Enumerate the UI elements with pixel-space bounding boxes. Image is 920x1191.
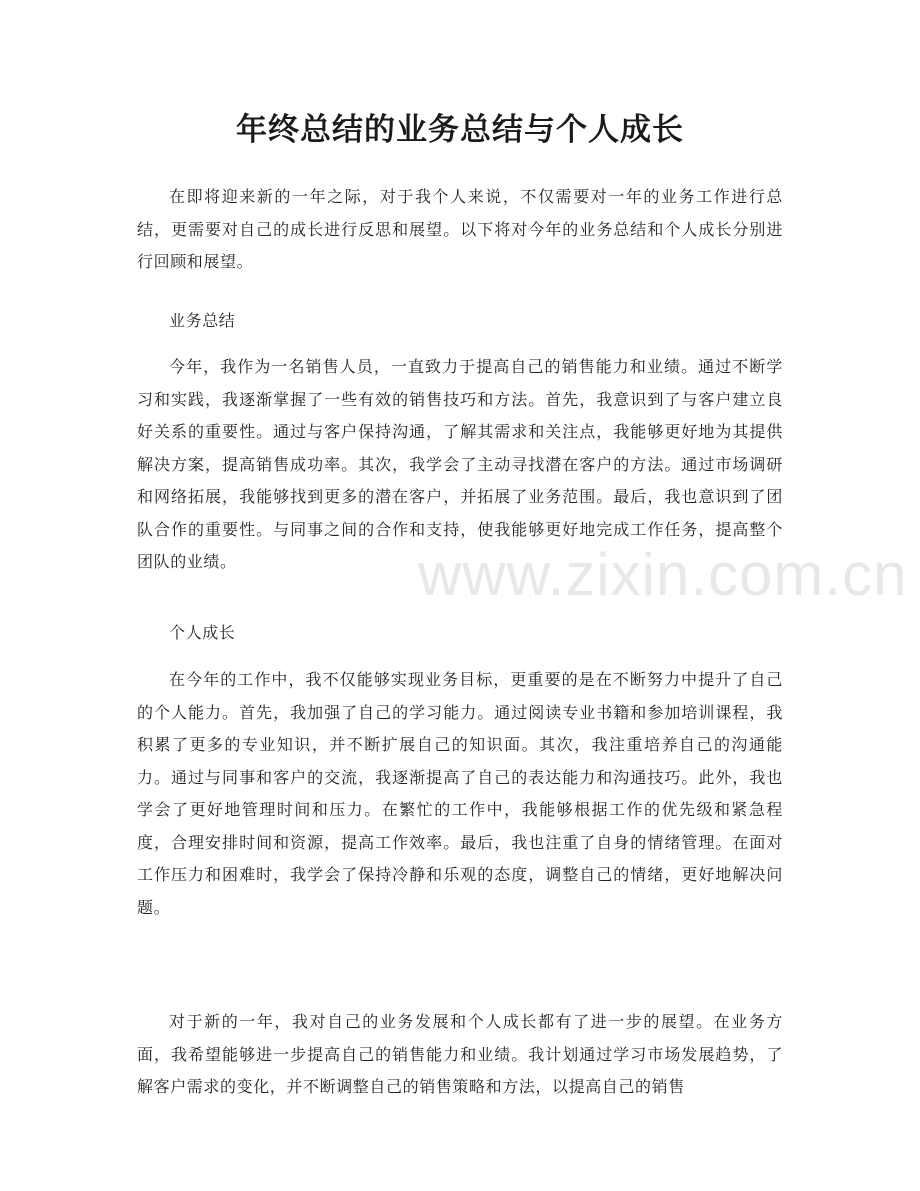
business-summary-paragraph: 今年，我作为一名销售人员，一直致力于提高自己的销售能力和业绩。通过不断学习和实践，我逐渐掌握了一些有效的销售技巧和方法。首先，我意识到了与客户建立良好关系的重要性。通过与客户保持沟通，了解其需求和关注点，我能够更好地为其提供解决方案，提高销售成功率。其次，我学会了主动寻找潜在客户的方法。通过市场调研和网络拓展，我能够找到更多的潜在客户，并拓展了业务范围。最后，我也意识到了团队合作的重要性。与同事之间的合作和支持，使我能够更好地完成工作任务，提高整个团队的业绩。 <box>137 357 783 571</box>
section-heading-personal-growth: 个人成长 <box>169 623 236 642</box>
outlook-paragraph: 对于新的一年，我对自己的业务发展和个人成长都有了进一步的展望。在业务方面，我希望能够进一步提高自己的销售能力和业绩。我计划通过学习市场发展趋势，了解客户需求的变化，并不断调整自己的销售策略和方法，以提高自己的销售 <box>137 1012 783 1096</box>
section-heading-business-summary: 业务总结 <box>169 311 236 330</box>
watermark: www.zixin.com.cn <box>418 541 908 608</box>
document-title: 年终总结的业务总结与个人成长 <box>236 112 684 148</box>
intro-paragraph: 在即将迎来新的一年之际，对于我个人来说，不仅需要对一年的业务工作进行总结，更需要对自己的成长进行反思和展望。以下将对今年的业务总结和个人成长分别进行回顾和展望。 <box>137 187 783 271</box>
personal-growth-paragraph: 在今年的工作中，我不仅能够实现业务目标，更重要的是在不断努力中提升了自己的个人能力。首先，我加强了自己的学习能力。通过阅读专业书籍和参加培训课程，我积累了更多的专业知识，并不断扩展自己的知识面。其次，我注重培养自己的沟通能力。通过与同事和客户的交流，我逐渐提高了自己的表达能力和沟通技巧。此外，我也学会了更好地管理时间和压力。在繁忙的工作中，我能够根据工作的优先级和紧急程度，合理安排时间和资源，提高工作效率。最后，我也注重了自身的情绪管理。在面对工作压力和困难时，我学会了保持冷静和乐观的态度，调整自己的情绪，更好地解决问题。 <box>137 670 783 917</box>
